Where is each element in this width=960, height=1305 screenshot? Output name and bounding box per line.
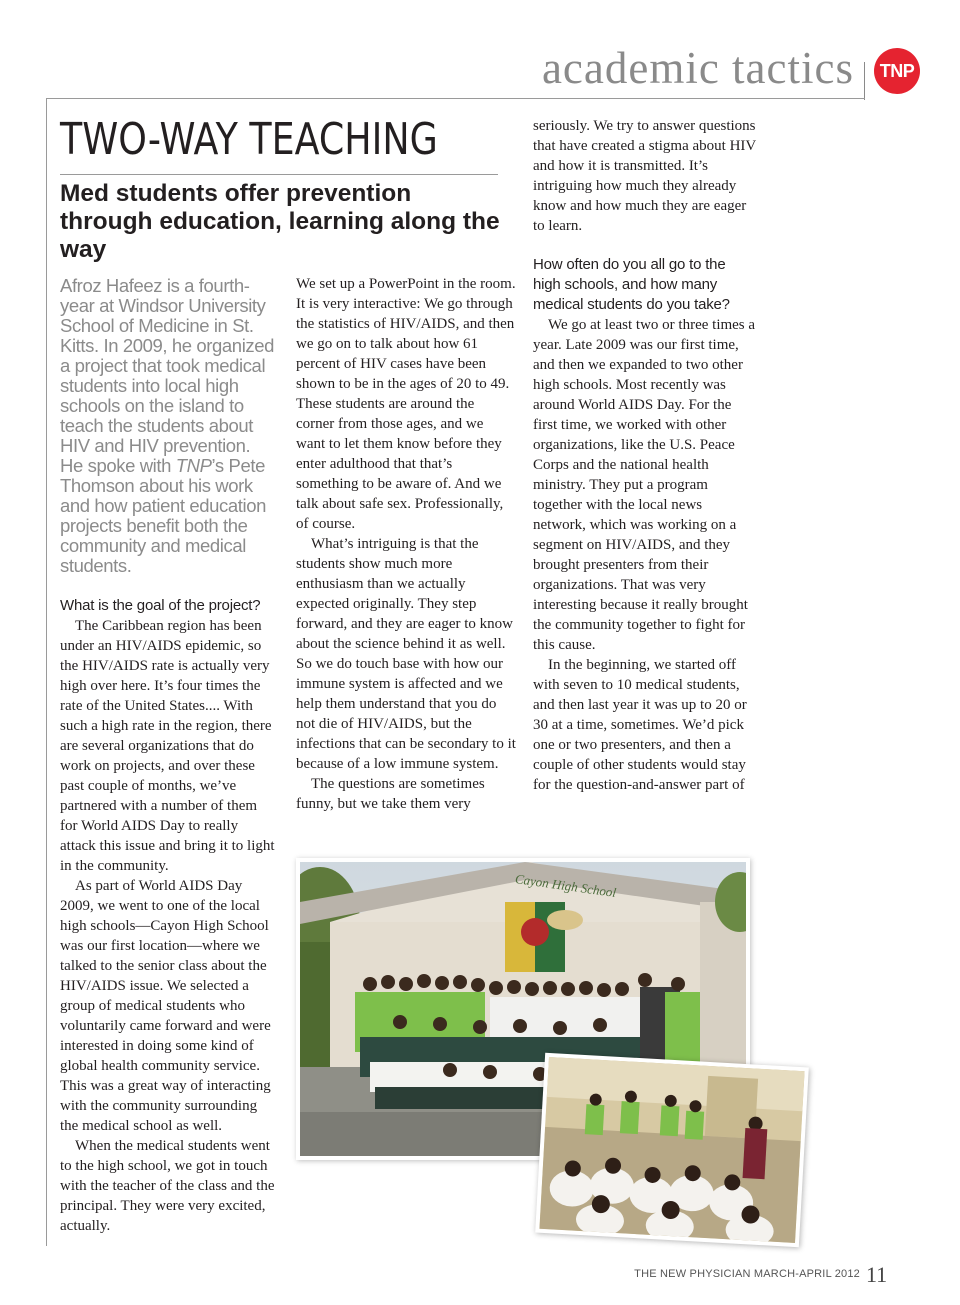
building-sign-text: Cayon High School (514, 871, 618, 901)
left-column-rule (46, 98, 47, 1246)
article-title: TWO-WAY TEACHING (60, 114, 438, 165)
section-title: academic tactics (541, 43, 854, 93)
paragraph: When the medical students went to the high school, we got in touch with the teacher of the class and the principal. They were very excited, actually. (60, 1138, 275, 1234)
classroom-photo (539, 1057, 804, 1243)
question-1: What is the goal of the project? (60, 597, 261, 614)
page-number: 11 (866, 1262, 888, 1287)
header-rule (46, 98, 865, 99)
question-2: How often do you all go to the high schools, and how many medical students do you take? (533, 256, 730, 313)
paragraph: We set up a PowerPoint in the room. It is very interactive: We go through the statistics of HIV/AIDS, and then we go on to talk about how 61 percent of HIV cases have been shown to be in the ages of 20 to 49. These students are around the corner from those ages, and we want to let them know before they enter adulthood that that’s something to be aware of. And we talk about safe sex. Professionally, of course. (296, 276, 516, 532)
intro-paragraph: Afroz Hafeez is a fourth-year at Windsor University School of Medicine in St. Kitts. In 2009, he organized a project that took medical students into local high schools on the island to teach the students about HIV and HIV prevention. He spoke with TNP’s Pete Thomson about his work and how patient education projects benefit both the community and medical students. (60, 275, 275, 576)
column-2 (296, 274, 516, 814)
paragraph: The questions are sometimes funny, but we take them very (296, 776, 485, 812)
paragraph: We go at least two or three times a year. Late 2009 was our first time, and then we expanded to two other high schools. Most recently was around World AIDS Day. For the first time, we worked with other organizations, like the U.S. Peace Corps and the national health ministry. They put a program together with the local news network, which was working on a segment on HIV/AIDS, and they brought presenters from their organizations. That was very interesting because it really brought the community together to fight for this cause. (533, 317, 756, 653)
title-rule (60, 174, 498, 175)
column-3 (533, 116, 757, 795)
paragraph: In the beginning, we started off with seven to 10 medical students, and then last year it was up to 20 or 30 at a time, sometimes. We’d pick one or two presenters, and then a couple of other students would stay for the question-and-answer part of (533, 657, 747, 793)
paragraph: The Caribbean region has been under an HIV/AIDS epidemic, so the HIV/AIDS rate is actually very high over here. It’s four times the rate of the United States.... With such a high rate in the region, there are several organizations that do work on projects, and over these past couple of months, we’ve partnered with a number of them for World AIDS Day to really attack this issue and bring it to light in the community. (60, 618, 275, 874)
paragraph: seriously. We try to answer questions that have created a stigma about HIV and how it is transmitted. It’s intriguing how much they already know and how much they are eager to learn. (533, 118, 756, 234)
publication-abbrev: TNP (175, 455, 212, 476)
paragraph: What’s intriguing is that the students show much more enthusiasm than we actually expected originally. They step forward, and they are eager to know about the science behind it as well. So we do touch base with how our immune system is affected and we help them understand that you do not die of HIV/AIDS, but the infections that can be secondary to it because of a low immune system. (296, 536, 516, 772)
tnp-logo-badge: TNP (874, 48, 920, 94)
paragraph: As part of World AIDS Day 2009, we went to one of the local high schools—Cayon High School was our first location—where we talked to the senior class about the HIV/AIDS issue. We selected a group of medical students who voluntarily came forward and were interested in doing some kind of global health community service. This was a great way of interacting with the community surrounding the medical school as well. (60, 878, 271, 1134)
footer-publication: THE NEW PHYSICIAN MARCH-APRIL 2012 (634, 1268, 860, 1280)
column-1 (60, 276, 276, 1236)
header-divider (864, 62, 865, 100)
classroom-photo-illustration (539, 1057, 804, 1243)
article-subtitle: Med students offer prevention through education, learning along the way (60, 180, 500, 263)
